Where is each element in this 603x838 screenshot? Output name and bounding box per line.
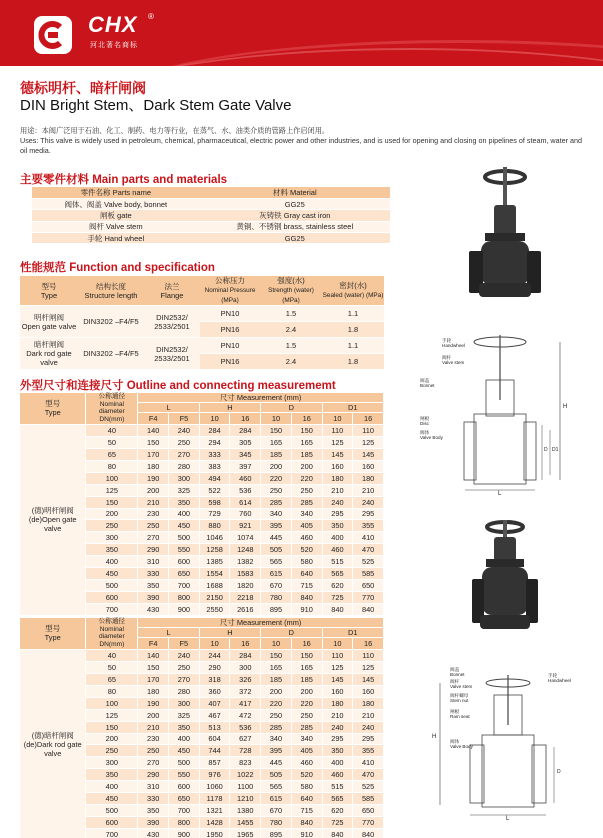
table-row: 600 390 800 1428 1455 780 840 725 770 [20,817,384,829]
table-row: 65 170 270 333 345 185 185 145 145 [20,448,384,460]
table-row: (德)明杆闸阀 (de)Open gate valve 40 140 240 284 284 150 150 110 110 [20,424,384,436]
spec-heading: 性能规范 Function and specification [20,262,215,274]
table-row: 125 200 325 522 536 250 250 210 210 [20,484,384,496]
table-row: 250 250 450 744 728 395 405 350 355 [20,745,384,757]
table-row: 400 310 600 1060 1100 565 580 515 525 [20,781,384,793]
table-row: 400 310 600 1385 1382 565 580 515 525 [20,556,384,568]
table-row: 80 180 280 383 397 200 200 160 160 [20,460,384,472]
table-row: 500 350 700 1321 1380 670 715 620 650 [20,805,384,817]
dark-valve-section-diagram: 阀盖 Bonnet 阀杆 Valve stem 阀杆螺母 Stem nut 闸板 Ram seat 阀体 Valve Body 手轮 Handwheel H L D [432,667,571,822]
table-row: 250 250 450 880 921 395 405 350 355 [20,520,384,532]
dims-heading: 外型尺寸和连接尺寸 Outline and connecting measurememt [20,380,336,392]
table-row: 200 230 400 729 760 340 340 295 295 [20,508,384,520]
table-row: 350 290 550 976 1022 505 520 460 470 [20,769,384,781]
table-row: 450 330 650 1554 1583 615 640 565 585 [20,568,384,580]
table-row: 100 190 300 494 460 220 220 180 180 [20,472,384,484]
dark-gate-valve-photo-icon [470,515,540,640]
parts-heading: 主要零件材料 Main parts and materials [20,174,228,186]
brand-name: CHX [88,12,138,37]
table-row: 700 430 900 2550 2616 895 910 840 840 [20,604,384,616]
brand-reg: ® [148,12,154,21]
table-row: 600 390 800 2150 2218 780 840 725 770 [20,592,384,604]
table-row: 80 180 280 360 372 200 200 160 160 [20,685,384,697]
dimension-table: 型号 Type 公称通径 Nominal diameter DN(mm) 尺寸 Measurement (mm) L H D D1 F4 F5 10 16 10 16 10 16 (德)明杆闸阀 (de)Open gate valve 40 140 240 284 284 150 150 110 110 50 150 250 294 305 165 165 125 125 65 170 270 333 345 185 185 145 145 80 180 280 383 397 200 200 160 160 100 190 300 494 460 220 220 180 180 125 200 325 522 536 250 250 210 210 150 210 350 598 614 285 285 240 240 200 230 400 729 760 340 340 295 295 250 250 450 880 921 395 405 350 355 300 270 500 1046 1074 445 460 400 410 350 290 550 1258 1248 505 520 460 470 400 310 600 1385 1382 565 580 515 525 450 330 650 1554 1583 615 640 565 585 500 350 700 1688 1820 670 715 620 650 600 390 800 2150 2218 780 840 725 770 700 430 900 2550 2616 895 910 840 840 [20,393,384,616]
table-row: 100 190 300 407 417 220 220 180 180 [20,697,384,709]
table-row: 200 230 400 604 627 340 340 295 295 [20,733,384,745]
table-row: 50 150 250 290 300 165 165 125 125 [20,661,384,673]
table-row: 150 210 350 598 614 285 285 240 240 [20,496,384,508]
table-row: 700 430 900 1950 1965 895 910 840 840 [20,829,384,838]
brand-sub: 河北著名商标 [90,42,138,49]
table-row: 150 210 350 513 536 285 285 240 240 [20,721,384,733]
dimension-table: 型号 Type 公称通径 Nominal diameter DN(mm) 尺寸 Measurement (mm) L H D D1 F4 F5 10 16 10 16 10 16 (德)暗杆闸阀 (de)Dark rod gate valve 40 140 240 244 284 150 150 110 110 50 150 250 290 300 165 165 125 125 65 170 270 318 326 185 185 145 145 80 180 280 360 372 200 200 160 160 100 190 300 407 417 220 220 180 180 125 200 325 467 472 250 250 210 210 150 210 350 513 536 285 285 240 240 200 230 400 604 627 340 340 295 295 250 250 450 744 728 395 405 350 355 300 270 500 857 823 445 460 400 410 350 290 550 976 1022 505 520 460 470 400 310 600 1060 1100 565 580 515 525 450 330 650 1178 1210 615 640 565 585 500 350 700 1321 1380 670 715 620 650 600 390 800 1428 1455 780 840 725 770 700 430 900 1950 1965 895 910 840 840 [20,618,384,838]
table-row: 50 150 250 294 305 165 165 125 125 [20,436,384,448]
table-row: (德)暗杆闸阀 (de)Dark rod gate valve 40 140 240 244 284 150 150 110 110 [20,649,384,661]
table-row: 500 350 700 1688 1820 670 715 620 650 [20,580,384,592]
parts-table: 零件名称 Parts name 材料 Material 阀体、阀盖 Valve body, bonnet GG25 闸板 gate 灰铸铁 Gray cast iron 阀杆 Valve stem 黄铜、不锈钢 brass, stainless steel 手轮 Hand wheel GG25 [32,187,390,244]
table-row: 300 270 500 1046 1074 445 460 400 410 [20,532,384,544]
open-valve-section-diagram: 手轮 Handwheel 阀杆 Valve stem 阀盖 Bonnet 闸板 Disc 阀体 Valve Body H L D D1 [420,338,568,497]
uses-text: 用途：本阀广泛用于石油、化工、制药、电力等行业，在蒸气、水、油类介质的管路上作启闭用。 Uses: This valve is widely used in petroleum, chemical, pharmaceutical, electric power and other industries, and is used for opening and closing on pipelines of steam, water and oil media. [20,126,582,155]
page-title-cn: 德标明杆、暗杆闸阀 [20,80,146,96]
logo-icon [34,16,72,54]
table-row: 350 290 550 1258 1248 505 520 460 470 [20,544,384,556]
page-title-en: DIN Bright Stem、Dark Stem Gate Valve [20,97,292,114]
table-row: 125 200 325 467 472 250 250 210 210 [20,709,384,721]
table-row: 65 170 270 318 326 185 185 145 145 [20,673,384,685]
table-row: 450 330 650 1178 1210 615 640 565 585 [20,793,384,805]
spec-table: 型号 Type 结构长度 Structure length 法兰 Flange 公称压力 Nominal Pressure (MPa) 强度(水) Strength (water) (MPa) 密封(水) Sealed (water) (MPa) 明杆闸阀 Open gate valve DIN3202 –F4/F5 DIN2532/ 2533/2501 PN10 1.5 1.1 PN16 2.4 1.8 暗杆闸阀 Dark rod gate valve DIN3202 –F4/F5 DIN2532/ 2533/2501 PN10 1.5 1.1 PN16 2.4 1.8 [20,276,384,370]
open-gate-valve-photo-icon [465,165,545,315]
table-row: 300 270 500 857 823 445 460 400 410 [20,757,384,769]
header-banner [0,0,603,66]
